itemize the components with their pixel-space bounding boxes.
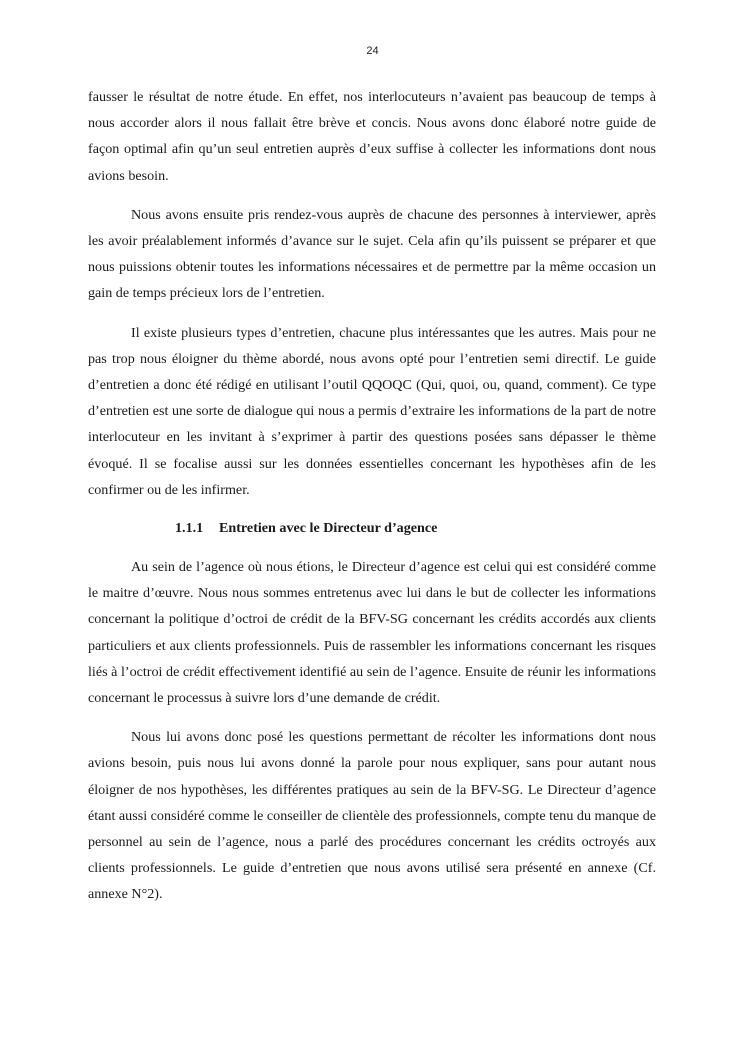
paragraph-appointments: Nous avons ensuite pris rendez-vous auprès de chacune des personnes à interviewer, après les avoir préalablement informés d’avance sur le sujet. Cela afin qu’ils puissent se préparer et que nous puissions obtenir toutes les informations nécessaires et de permettre par la même occasion un gain de temps précieux lors de l’entretien. xyxy=(88,206,656,302)
section-title: Entretien avec le Directeur d’agence xyxy=(219,520,438,537)
paragraph-director-role: Au sein de l’agence où nous étions, le Directeur d’agence est celui qui est considéré comme le maitre d’œuvre. Nous nous sommes entretenus avec lui dans le but de collecter les informations concernant la politique d’octroi de crédit de la BFV-SG concernant les crédits accordés aux clients particuliers et aux clients professionnels. Puis de rassembler les informations concernant les risques liés à l’octroi de crédit effectivement identifié au sein de l’agence. Ensuite de réunir les informations concernant le processus à suivre lors d’une demande de crédit. xyxy=(88,559,656,707)
paragraph-director-questions: Nous lui avons donc posé les questions permettant de récolter les informations dont nous avions besoin, puis nous lui avons donné la parole pour nous expliquer, sans pour autant nous éloigner de nos hypothèses, les différentes pratiques au sein de la BFV-SG. Le Directeur d’agence étant aussi considéré comme le conseiller de clientèle des professionnels, compte tenu du manque de personnel au sein de l’agence, nous a parlé des procédures concernant les crédits octroyés aux clients professionnels. Le guide d’entretien que nous avons utilisé sera présenté en annexe (Cf. annexe N°2). xyxy=(88,729,656,903)
section-number: 1.1.1 xyxy=(175,520,204,537)
section-heading xyxy=(88,516,656,540)
document-body xyxy=(88,84,656,921)
page-number: 24 xyxy=(366,45,379,57)
paragraph-continuation: fausser le résultat de notre étude. En effet, nos interlocuteurs n’avaient pas beaucoup de temps à nous accorder alors il nous fallait être brève et concis. Nous avons donc élaboré notre guide de façon optimal afin qu’un seul entretien auprès d’eux suffise à collecter les informations dont nous avions besoin. xyxy=(88,89,656,184)
paragraph-interview-types: Il existe plusieurs types d’entretien, chacune plus intéressantes que les autres. Mais pour ne pas trop nous éloigner du thème abordé, nous avons opté pour l’entretien semi directif. Le guide d’entretien a donc été rédigé en utilisant l’outil QQOQC (Qui, quoi, ou, quand, comment). Ce type d’entretien est une sorte de dialogue qui nous a permis d’extraire les informations de la part de notre interlocuteur en les invitant à s’exprimer à partir des questions posées sans dépasser le thème évoqué. Il se focalise aussi sur les données essentielles concernant les hypothèses afin de les confirmer ou de les infirmer. xyxy=(88,324,656,498)
